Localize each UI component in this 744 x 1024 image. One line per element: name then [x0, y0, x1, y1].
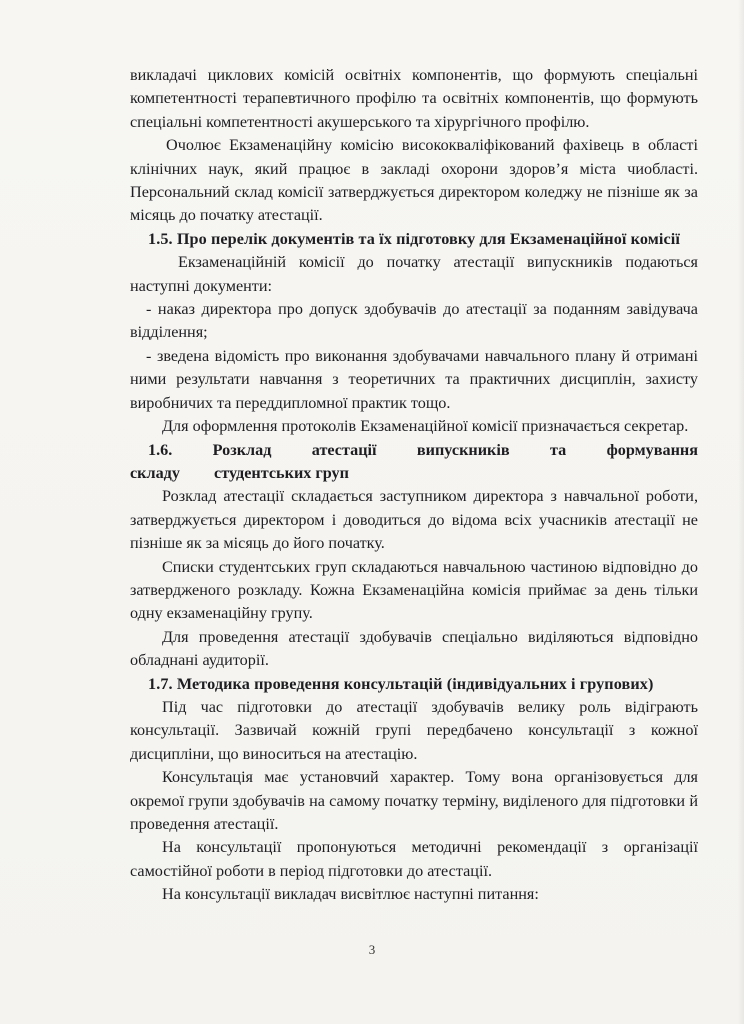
paragraph-consultations-role: Під час підготовки до атестації здобувачів велику роль відіграють консультації. Зазвичай кожній групі передбачено консультації з кожної дисципліни, що виноситься на атестацію.: [130, 697, 698, 763]
document-body: [130, 64, 698, 907]
list-item-summary-sheet: - зведена відомість про виконання здобувачами навчального плану й отримані ними результати навчання з теоретичних та практичних дисциплін, захисту виробничих та переддипломної практик тощо.: [130, 346, 698, 412]
page-number: 3: [368, 942, 376, 957]
heading-1-6-title: Розклад атестації випускників та формування складу: [130, 440, 698, 482]
paragraph-secretary: Для оформлення протоколів Екзаменаційної комісії призначається секретар.: [162, 417, 689, 436]
heading-1-5: 1.5. Про перелік документів та їх підготовку для Екзаменаційної комісії: [148, 229, 680, 248]
paragraph-classrooms: Для проведення атестації здобувачів спеціально виділяються відповідно обладнані аудиторії.: [130, 627, 698, 670]
scan-edge-shadow: [738, 0, 744, 1024]
paragraph-methodical-recommendations: На консультації пропонуються методичні рекомендації з організації самостійної роботи в період підготовки до атестації.: [130, 838, 698, 880]
paragraph-student-groups: Списки студентських груп складаються навчальною частиною відповідно до затвердженого розкладу. Кожна Екзаменаційна комісія приймає за день тільки одну екзаменаційну групу.: [130, 557, 698, 623]
heading-1-6: [130, 439, 698, 486]
paragraph-consultation-character: Консультація має установчий характер. Тому вона організовується для окремої групи здобувачів на самому початку терміну, виділеного для підготовки й проведення атестації.: [130, 768, 698, 833]
heading-1-6-number: 1.6.: [148, 440, 173, 459]
paragraph-commission-members: викладачі циклових комісій освітніх компонентів, що формують спеціальні компетентності терапевтичного профілю та освітніх компонентів, що формують спеціальні компетентності акушерського та хірургічного профілю.: [130, 66, 698, 131]
paragraph-documents-intro: Екзаменаційній комісії до початку атестації випускників подаються наступні документи:: [130, 253, 698, 295]
paragraph-consultation-questions: На консультації викладач висвітлює наступні питання:: [162, 885, 539, 904]
heading-1-7: 1.7. Методика проведення консультацій (індивідуальних і групових): [148, 674, 654, 693]
list-item-director-order: - наказ директора про допуск здобувачів до атестації за поданням завідувача відділення;: [130, 300, 698, 342]
paragraph-commission-chair: Очолює Екзаменаційну комісію висококваліфікований фахівець в області клінічних наук, який працює в закладі охорони здоров’я міста чиобласті. Персональний склад комісії затверджується директором коледжу не пізніше як за місяць до початку атестації.: [130, 136, 698, 225]
paragraph-schedule: Розклад атестації складається заступником директора з навчальної роботи, затверджується директором і доводиться до відома всіх учасників атестації не пізніше як за місяць до його початку.: [130, 487, 698, 553]
heading-1-6-title-rest: студентських груп: [214, 463, 349, 482]
